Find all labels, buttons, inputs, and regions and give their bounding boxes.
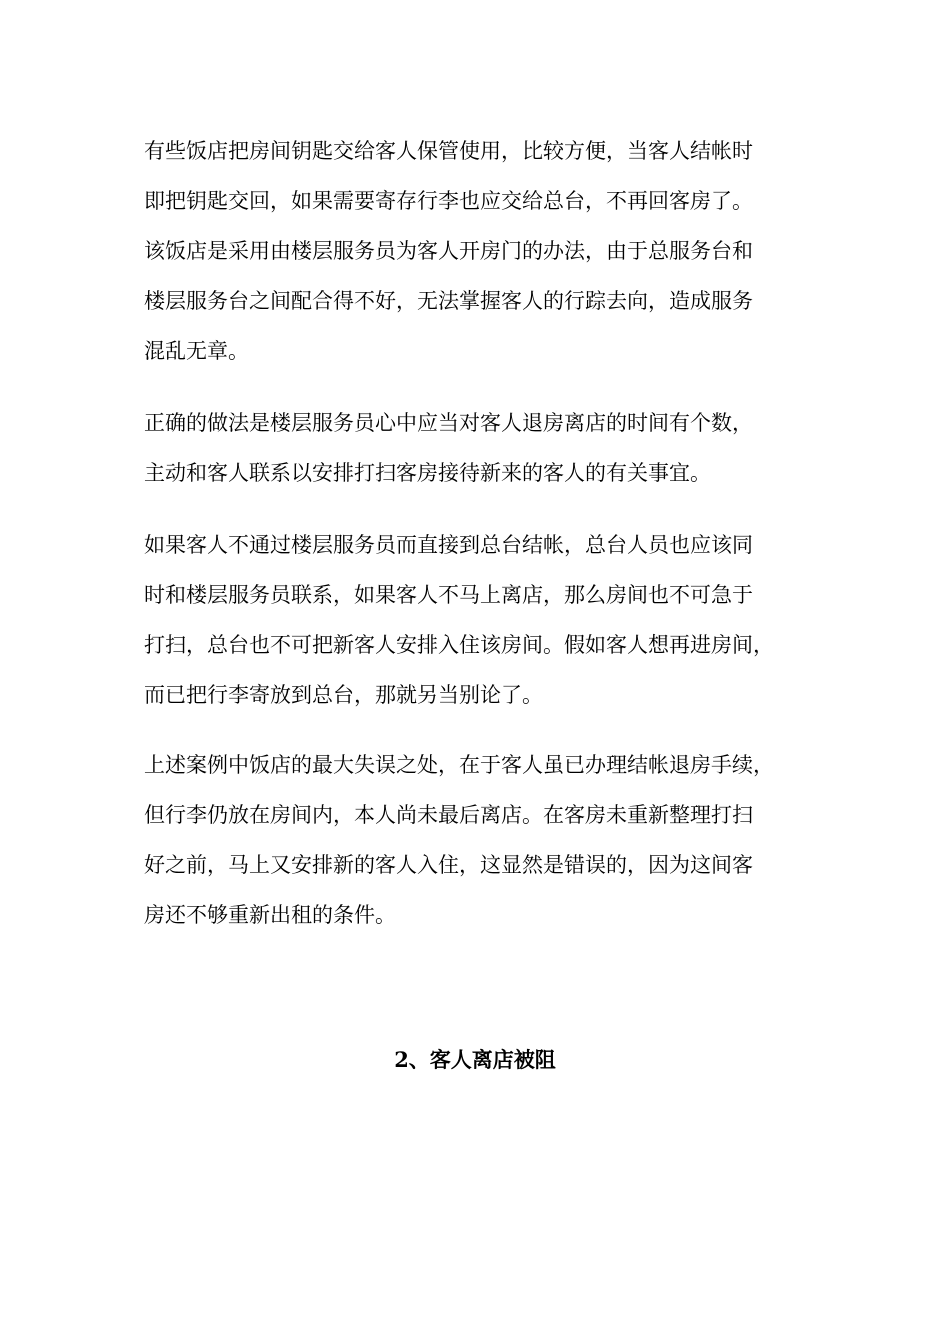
text-line: 混乱无章。 [144, 339, 249, 363]
paragraph-4 [144, 740, 814, 940]
paragraph-1 [144, 126, 814, 376]
text-line: 但行李仍放在房间内，本人尚未最后离店。在客房未重新整理打扫 [144, 803, 753, 827]
text-line: 如果客人不通过楼层服务员而直接到总台结帐，总台人员也应该同 [144, 533, 753, 557]
paragraph-3 [144, 520, 814, 720]
text-line: 好之前，马上又安排新的客人入住，这显然是错误的，因为这间客 [144, 853, 753, 877]
text-line: 该饭店是采用由楼层服务员为客人开房门的办法，由于总服务台和 [144, 239, 753, 263]
paragraph-2 [144, 398, 814, 498]
text-line: 有些饭店把房间钥匙交给客人保管使用，比较方便，当客人结帐时 [144, 139, 753, 163]
text-line: 楼层服务台之间配合得不好，无法掌握客人的行踪去向，造成服务 [144, 289, 753, 313]
text-line: 时和楼层服务员联系，如果客人不马上离店，那么房间也不可急于 [144, 583, 753, 607]
text-line: 而已把行李寄放到总台，那就另当别论了。 [144, 683, 543, 707]
section-heading: 2、客人离店被阻 [394, 1047, 556, 1072]
text-line: 打扫，总台也不可把新客人安排入住该房间。假如客人想再进房间， [144, 633, 774, 657]
text-line: 正确的做法是楼层服务员心中应当对客人退房离店的时间有个数， [144, 411, 753, 435]
text-line: 即把钥匙交回，如果需要寄存行李也应交给总台，不再回客房了。 [144, 189, 753, 213]
text-line: 房还不够重新出租的条件。 [144, 903, 396, 927]
text-line: 主动和客人联系以安排打扫客房接待新来的客人的有关事宜。 [144, 461, 711, 485]
text-line: 上述案例中饭店的最大失误之处，在于客人虽已办理结帐退房手续， [144, 753, 774, 777]
